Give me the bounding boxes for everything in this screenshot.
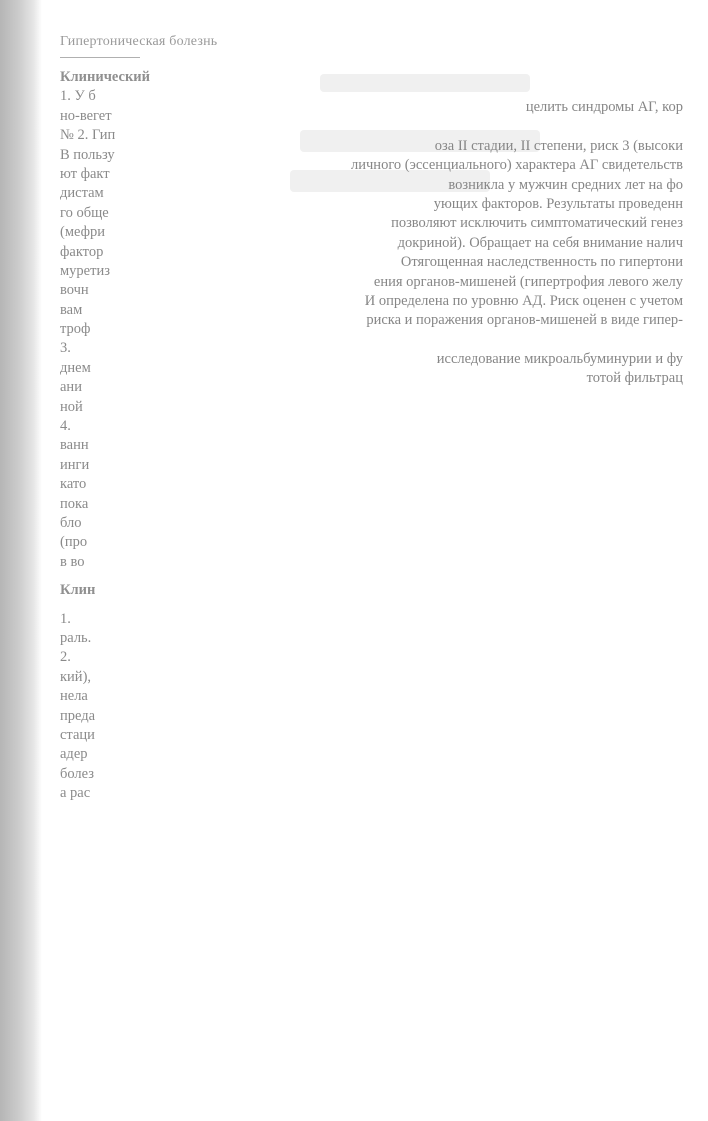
text-line: докриной). Обращает на себя внимание налич xyxy=(397,234,683,251)
text-line: целить синдромы АГ, кор xyxy=(525,99,683,115)
text-line: 3. xyxy=(60,340,71,357)
text-line: вочн xyxy=(60,282,89,299)
running-title: Гипертоническая болезнь xyxy=(60,34,218,49)
text-line: дистам xyxy=(60,185,104,202)
text-line: бло xyxy=(60,514,82,531)
answer-line: 1. xyxy=(60,610,71,627)
left-text-column xyxy=(60,68,160,803)
text-line: Отягощенная наследственность по гипертони xyxy=(400,254,683,271)
header-rule xyxy=(60,57,140,58)
answer-line: 2. xyxy=(60,649,71,666)
text-line: муретиз xyxy=(60,262,110,279)
text-line: тотой фильтрац xyxy=(586,370,683,387)
text-line: оза II стадии, II степени, риск 3 (высоки xyxy=(434,137,683,154)
text-line: ани xyxy=(60,379,82,396)
text-line: фактор xyxy=(60,243,104,260)
text-line: ванн xyxy=(60,437,89,454)
text-line: № 2. Гип xyxy=(60,127,116,144)
text-line: позволяют исключить симптоматический генез xyxy=(391,215,683,232)
answer-line: нела xyxy=(60,688,88,705)
right-text-column xyxy=(168,98,683,389)
text-line: но-вегет xyxy=(60,107,112,124)
text-line: ения органов-мишеней (гипертрофия левого желу xyxy=(373,273,683,290)
text-line: пока xyxy=(60,495,89,512)
text-line: В пользу xyxy=(60,146,115,163)
text-line: ют факт xyxy=(60,165,110,182)
text-line: (про xyxy=(60,534,88,551)
text-line: возникла у мужчин средних лет на фо xyxy=(448,176,683,193)
text-line xyxy=(168,117,683,136)
answer-line: преда xyxy=(60,707,96,724)
answer-line: раль. xyxy=(60,629,92,646)
text-line: ующих факторов. Результаты проведенн xyxy=(433,195,683,212)
answer-line: а рас xyxy=(60,785,91,802)
answer-line: адер xyxy=(60,746,88,763)
text-line: исследование микроальбуминурии и фу xyxy=(436,351,683,368)
text-line: в во xyxy=(60,553,85,570)
task-heading: Клинический xyxy=(60,69,151,85)
text-line: инги xyxy=(60,456,90,473)
page-binding-shadow xyxy=(0,0,42,1121)
text-line: личного (эссенциального) характера АГ свидетельств xyxy=(351,157,683,174)
text-line: риска и поражения органов-мишеней в виде гипер- xyxy=(366,312,683,329)
text-line: вам xyxy=(60,301,83,318)
text-line: 4. xyxy=(60,418,71,435)
text-line: го обще xyxy=(60,204,109,221)
answer-line: стаци xyxy=(60,726,95,743)
text-line: (мефри xyxy=(60,224,106,241)
answer-line: кий), xyxy=(60,668,92,685)
text-line: ной xyxy=(60,398,83,415)
text-line: 1. У б xyxy=(60,88,96,105)
text-line: като xyxy=(60,476,87,493)
text-line: троф xyxy=(60,321,91,338)
answer-heading: Клин xyxy=(60,582,96,599)
answer-line: болез xyxy=(60,765,95,782)
text-line: И определена по уровню АД. Риск оценен с учетом xyxy=(364,292,683,309)
text-line: днем xyxy=(60,359,91,376)
text-line xyxy=(168,331,683,350)
